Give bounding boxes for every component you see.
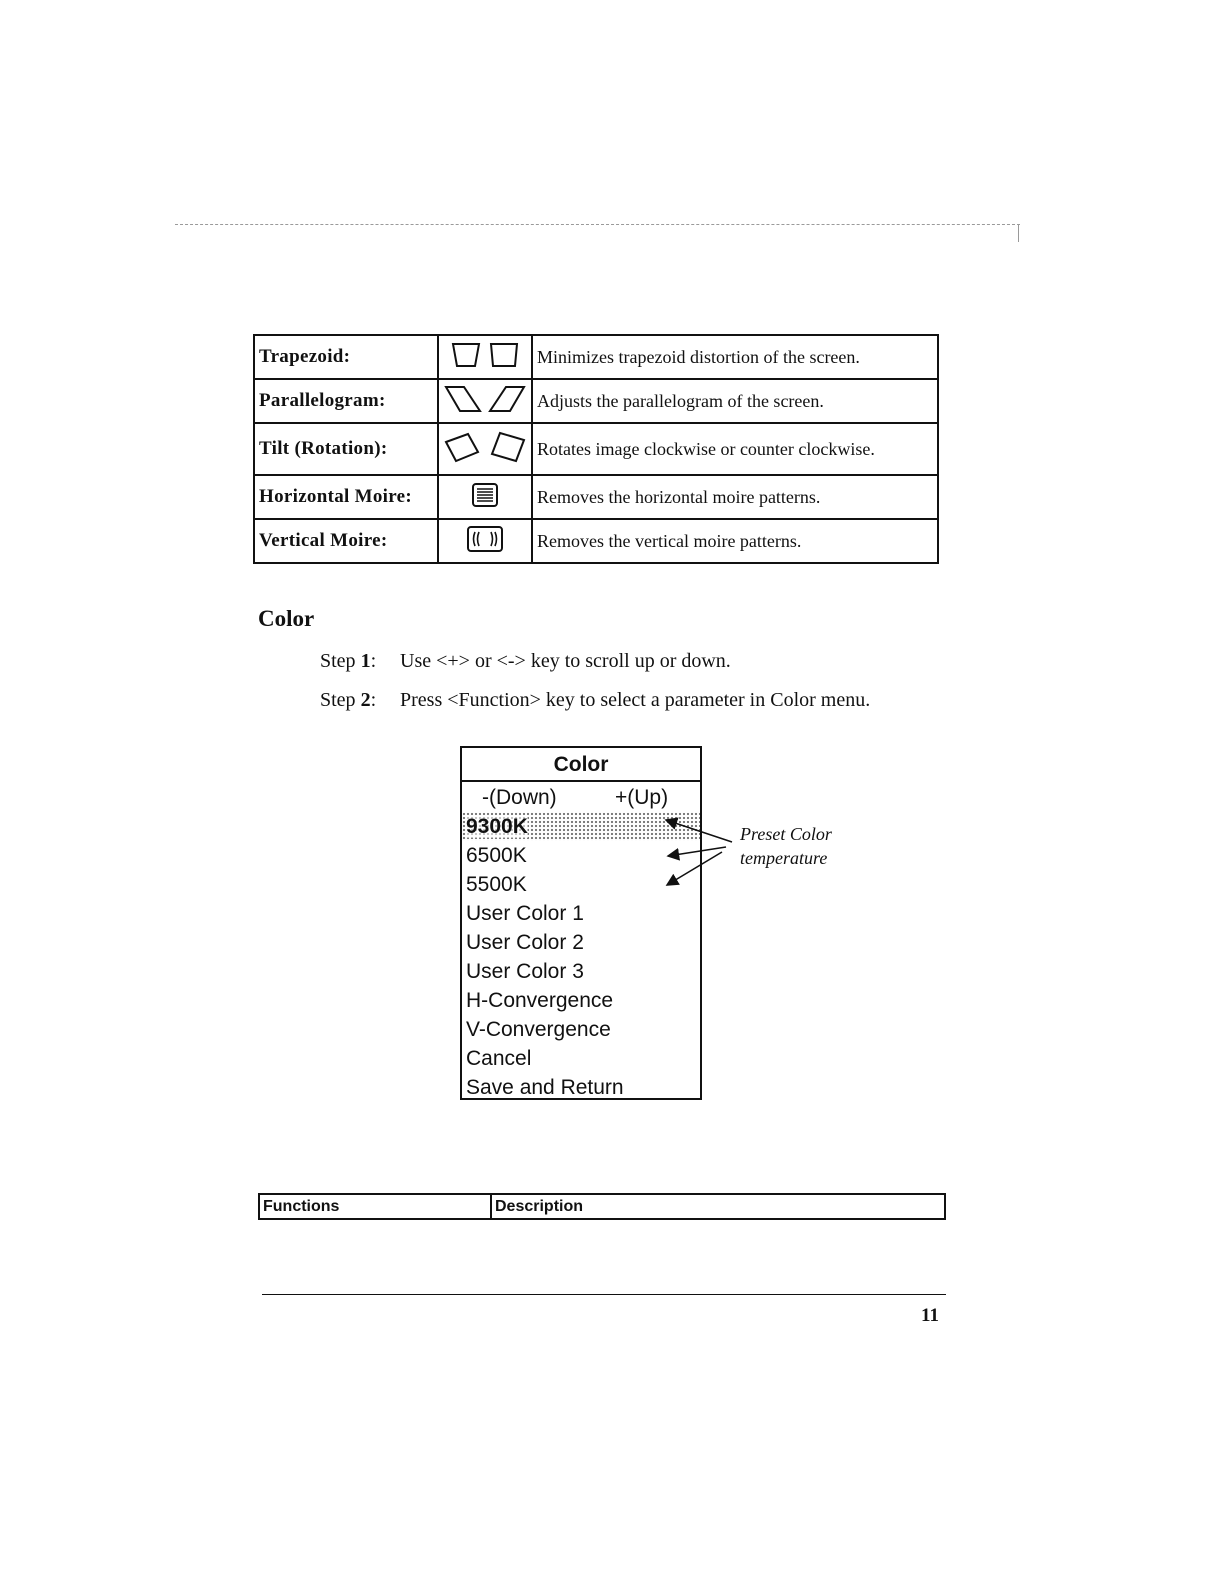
osd-item-list: [462, 812, 700, 1102]
adjustment-icons: [438, 475, 532, 519]
geometry-adjustment-table: [253, 334, 939, 564]
adjustment-icons: [438, 519, 532, 563]
rotate-counterclockwise-icon: [488, 430, 526, 464]
parallelogram-right-icon: [488, 384, 526, 414]
osd-menu-item[interactable]: [462, 1073, 700, 1102]
osd-menu-item-label: Cancel: [466, 1047, 532, 1070]
header-rule: [175, 224, 1020, 225]
step-label: Step: [320, 689, 356, 711]
adjustment-icons: [438, 379, 532, 423]
table-row: [254, 379, 938, 423]
step-2: Step 2: Press <Function> key to select a parameter in Color menu.: [320, 689, 871, 711]
step-number: 2: [360, 689, 371, 711]
table-row: [254, 475, 938, 519]
step-number: 1: [360, 650, 371, 672]
header-rule-tick: [1018, 224, 1019, 242]
osd-menu-item-label: 6500K: [466, 844, 527, 867]
osd-title: Color: [462, 748, 700, 782]
osd-menu-item-label: H-Convergence: [466, 989, 614, 1012]
osd-menu-item-label: User Color 1: [466, 902, 584, 925]
osd-menu-item[interactable]: [462, 1044, 700, 1073]
table-row: [254, 519, 938, 563]
step-1: Step 1: Use <+> or <-> key to scroll up or down.: [320, 650, 731, 672]
adjustment-icons: [438, 335, 532, 379]
osd-menu-item-label: Save and Return: [466, 1076, 624, 1099]
adjustment-description: Removes the horizontal moire patterns.: [532, 475, 938, 519]
adjustment-description: Removes the vertical moire patterns.: [532, 519, 938, 563]
adjustment-icons: [438, 423, 532, 475]
osd-menu-item[interactable]: [462, 957, 700, 986]
up-key-label: +(Up): [615, 786, 669, 809]
color-osd-menu: [460, 746, 702, 1100]
description-header: Description: [491, 1194, 945, 1219]
adjustment-name: Trapezoid:: [254, 335, 438, 379]
rotate-clockwise-icon: [444, 430, 482, 464]
callout-line-1: Preset Color: [740, 824, 832, 844]
trapezoid-narrow-top-icon: [488, 341, 520, 369]
osd-menu-item[interactable]: [462, 1015, 700, 1044]
adjustment-description: Adjusts the parallelogram of the screen.: [532, 379, 938, 423]
osd-menu-item-label: V-Convergence: [466, 1018, 611, 1041]
osd-key-hints: [462, 782, 700, 812]
osd-menu-item[interactable]: [462, 986, 700, 1015]
adjustment-name: Horizontal Moire:: [254, 475, 438, 519]
osd-menu-item-label: 9300K: [466, 815, 528, 838]
horizontal-moire-icon: [471, 482, 499, 508]
osd-menu-item[interactable]: [462, 899, 700, 928]
osd-menu-item-label: 5500K: [466, 873, 527, 896]
step-text: Use <+> or <-> key to scroll up or down.: [400, 650, 731, 672]
osd-menu-item[interactable]: [462, 841, 700, 870]
osd-menu-item-label: User Color 2: [466, 931, 584, 954]
osd-menu-item-label: User Color 3: [466, 960, 584, 983]
functions-header: Functions: [259, 1194, 491, 1219]
footer-rule: [262, 1294, 946, 1295]
down-key-label: -(Down): [482, 786, 557, 809]
adjustment-description: Rotates image clockwise or counter clockwise.: [532, 423, 938, 475]
functions-table-header: [258, 1193, 946, 1220]
adjustment-name: Parallelogram:: [254, 379, 438, 423]
section-title: Color: [258, 606, 315, 631]
osd-menu-item[interactable]: [462, 870, 700, 899]
step-text: Press <Function> key to select a parameter in Color menu.: [400, 689, 871, 711]
table-row: [254, 423, 938, 475]
step-label: Step: [320, 650, 356, 672]
trapezoid-narrow-bottom-icon: [450, 341, 482, 369]
parallelogram-left-icon: [444, 384, 482, 414]
page-number: 11: [921, 1305, 939, 1326]
osd-menu-item[interactable]: [462, 928, 700, 957]
adjustment-description: Minimizes trapezoid distortion of the screen.: [532, 335, 938, 379]
osd-menu-item[interactable]: [462, 812, 700, 841]
callout-line-2: temperature: [740, 848, 828, 868]
table-row: [259, 1194, 945, 1219]
table-row: [254, 335, 938, 379]
preset-color-callout: [740, 822, 832, 870]
adjustment-name: Tilt (Rotation):: [254, 423, 438, 475]
adjustment-name: Vertical Moire:: [254, 519, 438, 563]
vertical-moire-icon: [466, 525, 504, 553]
